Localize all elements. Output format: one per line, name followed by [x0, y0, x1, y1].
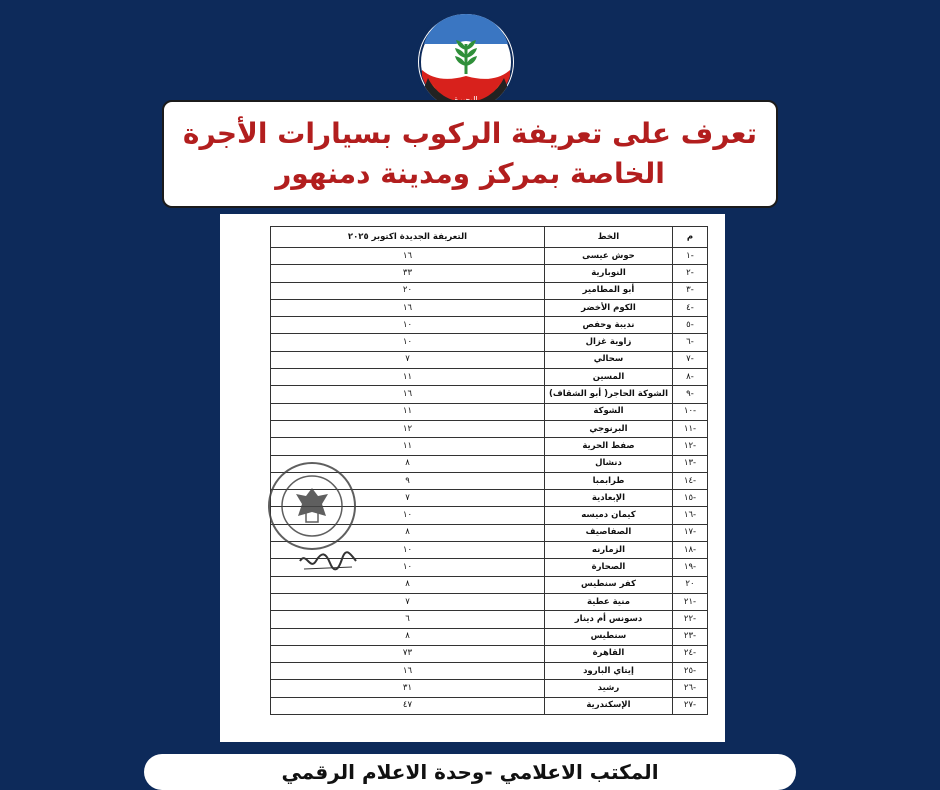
row-fare: ٨	[271, 524, 545, 541]
row-line: سنطيس	[544, 628, 672, 645]
row-fare: ٧٣	[271, 645, 545, 662]
row-fare: ٨	[271, 576, 545, 593]
row-num: -٢٥	[673, 663, 708, 680]
row-num: -١٢	[673, 438, 708, 455]
official-stamp	[268, 462, 356, 550]
row-num: -٢	[673, 265, 708, 282]
table-row	[271, 317, 708, 334]
row-fare: ٨	[271, 455, 545, 472]
row-fare: ١٠	[271, 334, 545, 351]
title-line-2: الخاصة بمركز ومدينة دمنهور	[275, 157, 665, 190]
table-row	[271, 628, 708, 645]
governorate-logo	[418, 14, 514, 110]
row-num: -١٥	[673, 490, 708, 507]
header-line: الخط	[544, 227, 672, 248]
row-num: -٥	[673, 317, 708, 334]
row-num: -٩	[673, 386, 708, 403]
row-num: -١١	[673, 420, 708, 437]
row-fare: ٨	[271, 628, 545, 645]
row-fare: ٧	[271, 593, 545, 610]
row-fare: ١١	[271, 369, 545, 386]
footer-text: المكتب الاعلامي -وحدة الاعلام الرقمي	[281, 760, 659, 784]
row-fare: ٣٣	[271, 265, 545, 282]
row-fare: ١٦	[271, 248, 545, 265]
row-num: -١٦	[673, 507, 708, 524]
row-line: رشيد	[544, 680, 672, 697]
row-line: البرنوجي	[544, 420, 672, 437]
row-fare: ١٢	[271, 420, 545, 437]
table-row	[271, 265, 708, 282]
row-line: الكوم الأخضر	[544, 299, 672, 316]
row-num: -١٨	[673, 542, 708, 559]
row-line: زاوية غزال	[544, 334, 672, 351]
row-line: الشوكة	[544, 403, 672, 420]
row-num: ٢٠	[673, 576, 708, 593]
row-fare: ٩	[271, 472, 545, 489]
table-row	[271, 403, 708, 420]
table-row	[271, 334, 708, 351]
row-line: الشوكة الحاجر( أبو الشقاف)	[544, 386, 672, 403]
row-line: دسونس أم دينار	[544, 611, 672, 628]
row-fare: ٣١	[271, 680, 545, 697]
row-line: إيتاي البارود	[544, 663, 672, 680]
row-fare: ٤٧	[271, 697, 545, 714]
row-line: النوبارية	[544, 265, 672, 282]
row-num: -٢٦	[673, 680, 708, 697]
table-row	[271, 438, 708, 455]
table-row	[271, 593, 708, 610]
row-fare: ٢٠	[271, 282, 545, 299]
row-num: -٦	[673, 334, 708, 351]
row-num: -٢٣	[673, 628, 708, 645]
row-fare: ١١	[271, 438, 545, 455]
row-line: المسين	[544, 369, 672, 386]
row-num: -٧	[673, 351, 708, 368]
title-banner	[162, 100, 778, 208]
row-num: -٨	[673, 369, 708, 386]
row-line: منية عطية	[544, 593, 672, 610]
table-row	[271, 299, 708, 316]
row-line: سحالي	[544, 351, 672, 368]
row-num: -١٧	[673, 524, 708, 541]
row-fare: ١٠	[271, 559, 545, 576]
table-row	[271, 420, 708, 437]
row-fare: ١٦	[271, 386, 545, 403]
row-fare: ١١	[271, 403, 545, 420]
table-row	[271, 351, 708, 368]
row-fare: ٧	[271, 490, 545, 507]
row-line: دنشال	[544, 455, 672, 472]
row-line: كيمان دميسه	[544, 507, 672, 524]
row-fare: ١٦	[271, 663, 545, 680]
row-line: الزمارنه	[544, 542, 672, 559]
row-line: صفط الحرية	[544, 438, 672, 455]
table-row	[271, 697, 708, 714]
table-row	[271, 386, 708, 403]
row-num: -٣	[673, 282, 708, 299]
row-num: -٢٤	[673, 645, 708, 662]
row-line: الإبعادية	[544, 490, 672, 507]
row-line: الصفاصيف	[544, 524, 672, 541]
row-num: -٢٧	[673, 697, 708, 714]
row-line: القاهرة	[544, 645, 672, 662]
header-num: م	[673, 227, 708, 248]
eagle-seal-icon	[270, 464, 354, 548]
row-fare: ٧	[271, 351, 545, 368]
row-line: الإسكندرية	[544, 697, 672, 714]
table-row	[271, 282, 708, 299]
table-row	[271, 680, 708, 697]
header-fare: التعريفة الجديدة اكتوبر ٢٠٢٥	[271, 227, 545, 248]
row-fare: ١٦	[271, 299, 545, 316]
row-fare: ١٠	[271, 507, 545, 524]
row-line: الصحارة	[544, 559, 672, 576]
title-line-1: تعرف على تعريفة الركوب بسيارات الأجرة	[182, 117, 758, 150]
row-fare: ١٠	[271, 317, 545, 334]
row-fare: ١٠	[271, 542, 545, 559]
row-fare: ٦	[271, 611, 545, 628]
row-line: كفر سنطيس	[544, 576, 672, 593]
row-line: نديبة وحفص	[544, 317, 672, 334]
table-row	[271, 663, 708, 680]
table-row	[271, 248, 708, 265]
row-line: أبو المطامير	[544, 282, 672, 299]
row-num: -١٩	[673, 559, 708, 576]
row-num: -١٠	[673, 403, 708, 420]
row-num: -٢١	[673, 593, 708, 610]
row-line: طرابمبا	[544, 472, 672, 489]
table-header-row	[271, 227, 708, 248]
table-row	[271, 369, 708, 386]
row-num: -٤	[673, 299, 708, 316]
table-row	[271, 576, 708, 593]
row-num: -١٤	[673, 472, 708, 489]
table-row	[271, 645, 708, 662]
table-row	[271, 611, 708, 628]
row-line: حوش عيسى	[544, 248, 672, 265]
governorate-logo-icon	[418, 14, 514, 110]
footer-banner	[144, 754, 796, 790]
row-num: -١٣	[673, 455, 708, 472]
fare-document	[220, 214, 725, 742]
row-num: -٢٢	[673, 611, 708, 628]
handwritten-number	[296, 549, 360, 573]
row-num: -١	[673, 248, 708, 265]
